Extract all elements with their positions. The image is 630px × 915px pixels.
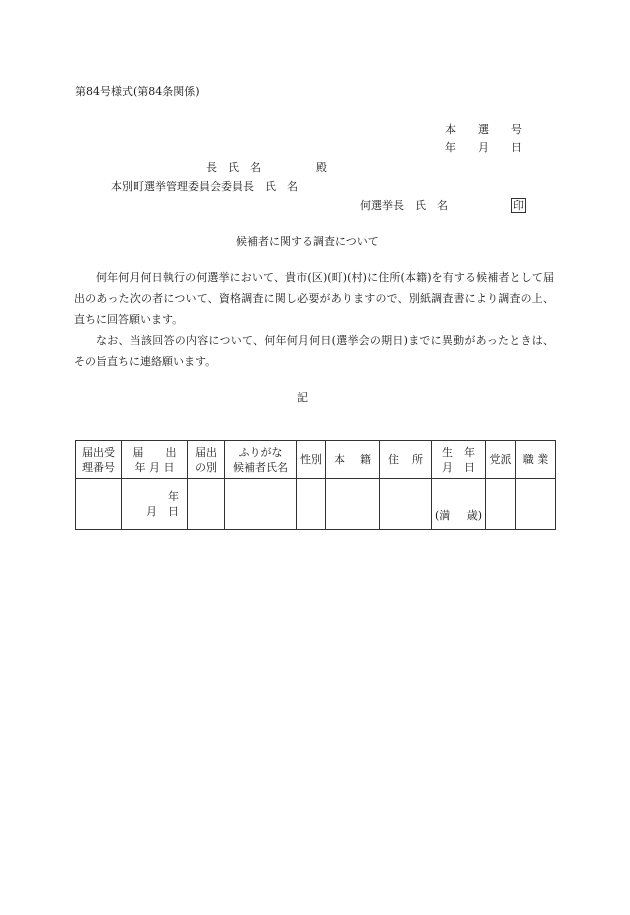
cell-occupation: [516, 479, 556, 530]
cell-honseki: [326, 479, 380, 530]
subject-title: 候補者に関する調査について: [236, 235, 379, 248]
addressee: 長 氏 名 殿: [206, 161, 327, 174]
cell-sex: [297, 479, 326, 530]
seal-mark: 印: [513, 199, 524, 212]
document-number: 本 選 号: [445, 123, 522, 136]
header-candidate-name: ふりがな 候補者氏名: [225, 441, 297, 479]
body-paragraph-1: 何年何月何日執行の何選挙において、貴市(区)(町)(村)に住所(本籍)を有する候補者として届出のあった次の者について、資格調査に関し必要がありますので、別紙調査書により調査の上、直ちに回答願います。: [74, 271, 554, 326]
sender: 本別町選挙管理委員会委員長 氏 名: [111, 180, 298, 193]
form-number: 第84号様式(第84条関係): [75, 85, 200, 98]
header-filing-type: 届出 の別: [188, 441, 225, 479]
header-filing-date: 届 出 年 月 日: [122, 441, 188, 479]
header-receipt-number: 届出受 理番号: [76, 441, 122, 479]
cell-address: [380, 479, 432, 530]
cell-receipt-number: [76, 479, 122, 530]
requester-line: [360, 198, 526, 213]
table-row: [76, 479, 556, 530]
ki-heading: 記: [297, 391, 308, 404]
table-header-row: [76, 441, 556, 479]
cell-birth-date: (満 歳): [432, 479, 486, 530]
document-date: 年 月 日: [445, 141, 522, 154]
cell-filing-type: [188, 479, 225, 530]
header-party: 党派: [486, 441, 516, 479]
cell-filing-date: 年 月 日: [122, 479, 188, 530]
cell-candidate-name: [225, 479, 297, 530]
header-occupation: 職 業: [516, 441, 556, 479]
header-birth-date: 生 年 月 日: [432, 441, 486, 479]
header-honseki: 本 籍: [326, 441, 380, 479]
cell-party: [486, 479, 516, 530]
requester: 何選挙長 氏 名: [360, 199, 448, 212]
header-sex: 性別: [297, 441, 326, 479]
candidate-table: [75, 440, 556, 530]
body-paragraph-2: なお、当該回答の内容について、何年何月何日(選挙会の期日)までに異動があったときは、その旨直ちに連絡願います。: [74, 334, 554, 368]
header-address: 住 所: [380, 441, 432, 479]
